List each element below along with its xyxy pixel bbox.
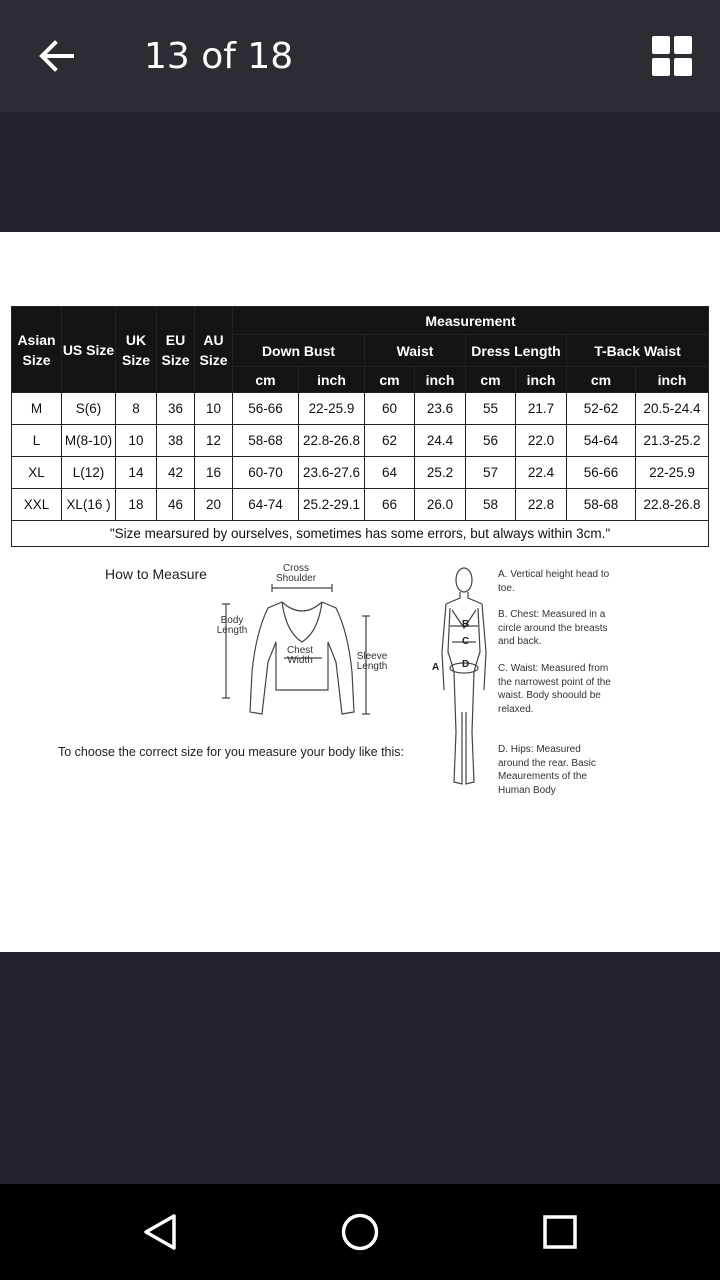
table-cell: L(12)	[62, 457, 116, 489]
square-recents-icon	[540, 1212, 580, 1252]
unit-header: inch	[636, 367, 709, 393]
header-waist: Waist	[365, 335, 466, 367]
chest-width-label: Chest Width	[286, 645, 314, 666]
legend-item: A. Vertical height head to toe.	[498, 569, 610, 594]
table-cell: 55	[466, 393, 516, 425]
table-cell: 64	[365, 457, 415, 489]
table-cell: 46	[157, 489, 195, 521]
header-eu-size: EU Size	[157, 307, 195, 393]
table-cell: 66	[365, 489, 415, 521]
table-cell: M	[12, 393, 62, 425]
table-cell: 23.6	[415, 393, 466, 425]
choose-size-instruction: To choose the correct size for you measure your body like this:	[58, 745, 404, 759]
table-cell: 8	[116, 393, 157, 425]
unit-header: inch	[516, 367, 567, 393]
table-cell: 16	[195, 457, 233, 489]
size-note: "Size mearsured by ourselves, sometimes has some errors, but always within 3cm."	[12, 521, 709, 547]
size-chart-table	[11, 306, 709, 547]
table-cell: XXL	[12, 489, 62, 521]
table-cell: 22.8	[516, 489, 567, 521]
table-cell: 60-70	[233, 457, 299, 489]
app-bar	[0, 0, 720, 112]
table-cell: 38	[157, 425, 195, 457]
header-down-bust: Down Bust	[233, 335, 365, 367]
header-au-size: AU Size	[195, 307, 233, 393]
table-cell: 22.8-26.8	[299, 425, 365, 457]
unit-header: cm	[466, 367, 516, 393]
header-uk-size: UK Size	[116, 307, 157, 393]
table-cell: 14	[116, 457, 157, 489]
table-cell: L	[12, 425, 62, 457]
table-cell: 22.0	[516, 425, 567, 457]
table-cell: 57	[466, 457, 516, 489]
body-length-label: Body Length	[216, 615, 248, 636]
table-cell: XL(16 )	[62, 489, 116, 521]
table-cell: 58-68	[567, 489, 636, 521]
cross-shoulder-label: Cross Shoulder	[276, 563, 317, 584]
table-cell: 22.4	[516, 457, 567, 489]
table-cell: 42	[157, 457, 195, 489]
legend-item: C. Waist: Measured from the narrowest point of the waist. Body shoould be relaxed.	[498, 663, 611, 715]
system-nav-bar	[0, 1184, 720, 1280]
table-cell: 21.7	[516, 393, 567, 425]
table-cell: 20.5-24.4	[636, 393, 709, 425]
back-button[interactable]	[30, 30, 82, 82]
table-cell: 36	[157, 393, 195, 425]
circle-home-icon	[340, 1212, 380, 1252]
table-cell: 56-66	[567, 457, 636, 489]
legend-item: D. Hips: Measured around the rear. Basic Meaurements of the Human Body	[498, 744, 596, 796]
table-cell: 21.3-25.2	[636, 425, 709, 457]
table-cell: 22-25.9	[299, 393, 365, 425]
grid-view-button[interactable]	[648, 32, 696, 80]
unit-header: cm	[233, 367, 299, 393]
image-viewer[interactable]	[0, 232, 720, 952]
body-letter-b: B	[462, 619, 470, 630]
table-cell: 52-62	[567, 393, 636, 425]
legend-item: B. Chest: Measured in a circle around the breasts and back.	[498, 609, 608, 647]
triangle-back-icon	[140, 1212, 180, 1252]
unit-header: inch	[299, 367, 365, 393]
table-cell: 58-68	[233, 425, 299, 457]
table-cell: S(6)	[62, 393, 116, 425]
table-cell: 60	[365, 393, 415, 425]
body-letter-a: A	[432, 662, 440, 673]
how-to-measure-title: How to Measure	[105, 566, 207, 582]
table-cell: 56-66	[233, 393, 299, 425]
table-cell: 64-74	[233, 489, 299, 521]
table-cell: 20	[195, 489, 233, 521]
table-cell: 62	[365, 425, 415, 457]
table-cell: 10	[116, 425, 157, 457]
body-figure	[434, 562, 494, 790]
table-cell: 25.2-29.1	[299, 489, 365, 521]
table-cell: 10	[195, 393, 233, 425]
unit-header: cm	[365, 367, 415, 393]
garment-diagram	[210, 562, 400, 722]
table-cell: 54-64	[567, 425, 636, 457]
image-counter: 13 of 18	[144, 36, 294, 77]
header-t-back-waist: T-Back Waist	[567, 335, 709, 367]
size-chart-image	[0, 232, 720, 952]
table-cell: 22.8-26.8	[636, 489, 709, 521]
nav-home-button[interactable]	[334, 1208, 386, 1256]
unit-header: cm	[567, 367, 636, 393]
table-cell: XL	[12, 457, 62, 489]
table-cell: 22-25.9	[636, 457, 709, 489]
table-cell: 58	[466, 489, 516, 521]
table-row	[12, 425, 709, 457]
arrow-left-icon	[36, 36, 76, 76]
table-cell: 25.2	[415, 457, 466, 489]
table-row	[12, 489, 709, 521]
body-letter-d: D	[462, 659, 470, 670]
table-cell: 26.0	[415, 489, 466, 521]
table-cell: M(8-10)	[62, 425, 116, 457]
table-cell: 24.4	[415, 425, 466, 457]
header-us-size: US Size	[62, 307, 116, 393]
header-asian-size: Asian Size	[12, 307, 62, 393]
body-letter-c: C	[462, 636, 470, 647]
table-cell: 56	[466, 425, 516, 457]
header-measurement: Measurement	[233, 307, 709, 335]
sleeve-length-label: Sleeve Length	[356, 651, 388, 672]
nav-recents-button[interactable]	[534, 1208, 586, 1256]
unit-header: inch	[415, 367, 466, 393]
nav-back-button[interactable]	[134, 1208, 186, 1256]
table-cell: 18	[116, 489, 157, 521]
table-cell: 23.6-27.6	[299, 457, 365, 489]
table-row	[12, 393, 709, 425]
table-cell: 12	[195, 425, 233, 457]
grid-view-icon	[648, 32, 696, 80]
table-row	[12, 457, 709, 489]
header-dress-length: Dress Length	[466, 335, 567, 367]
